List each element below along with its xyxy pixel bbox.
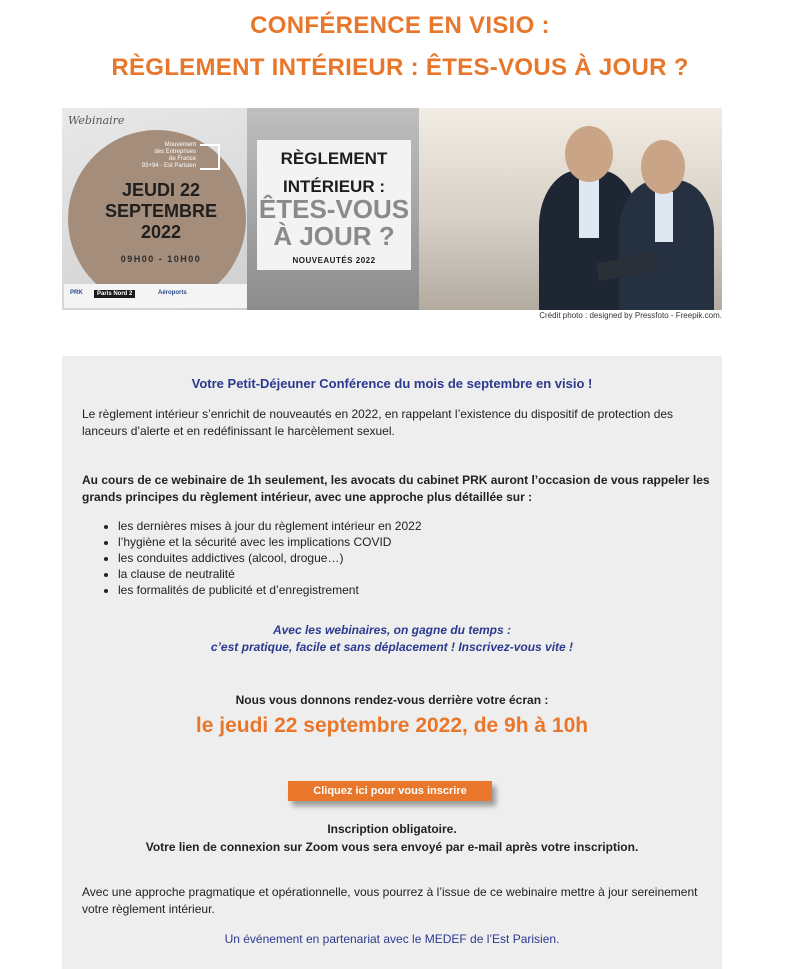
banner-business-photo	[419, 108, 722, 310]
banner-title-card: RÈGLEMENT INTÉRIEUR : ÊTES-VOUS À JOUR ? NOUVEAUTÉS 2022	[257, 140, 411, 270]
registration-info: Inscription obligatoire. Votre lien de connexion sur Zoom vous sera envoyé par e-mail après votre inscription.	[145, 822, 639, 854]
partner-logo-paris-nord: Paris Nord 2	[94, 290, 135, 298]
appointment-intro: Nous vous donnons rendez-vous derrière votre écran :	[235, 693, 549, 707]
list-item: • l’hygiène et la sécurité avec les implications COVID	[118, 534, 422, 550]
list-item: • les formalités de publicité et d’enregistrement	[118, 582, 422, 598]
banner-date: JEUDI 22 SEPTEMBRE 2022	[104, 180, 218, 242]
intro-title: Votre Petit-Déjeuner Conférence du mois de septembre en visio !	[191, 376, 593, 391]
photo-credit: Crédit photo : designed by Pressfoto - Freepik.com.	[539, 311, 722, 320]
banner-title-section	[247, 108, 419, 310]
medef-logo-text: Mouvement des Entreprises de France 93+94 - Est Parisien	[141, 142, 196, 169]
banner-webinaire-label: Webinaire	[68, 114, 125, 127]
page-title-line2: RÈGLEMENT INTÉRIEUR : ÊTES-VOUS À JOUR ?	[111, 54, 689, 81]
partnership-note: Un événement en partenariat avec le MEDEF de l’Est Parisien.	[224, 932, 560, 946]
event-date: le jeudi 22 septembre 2022, de 9h à 10h	[195, 714, 589, 737]
content-panel	[62, 356, 722, 969]
intro-paragraph: Le règlement intérieur s’enrichit de nouveautés en 2022, en rappelant l’existence du dispositif de protection des lanceurs d’alerte et en redéfinissant le harcèlement sexuel.	[82, 407, 674, 438]
banner-date-circle	[68, 130, 246, 308]
slogan: Avec les webinaires, on gagne du temps : c’est pratique, facile et sans déplacement ! Inscrivez-vous vite !	[210, 623, 574, 654]
webinar-description: Au cours de ce webinaire de 1h seulement, les avocats du cabinet PRK auront l’occasion de vous rappeler les grands principes du règlement intérieur, avec une approche plus détaillée sur :	[82, 473, 710, 504]
list-item: • les conduites addictives (alcool, drogue…)	[118, 550, 422, 566]
register-button[interactable]: Cliquez ici pour vous inscrire	[288, 781, 492, 801]
closing-paragraph: Avec une approche pragmatique et opérationnelle, vous pourrez à l’issue de ce webinaire mettre à jour sereinement votre règlement intérieur.	[82, 885, 698, 916]
topics-list	[102, 518, 422, 598]
list-item: • la clause de neutralité	[118, 566, 422, 582]
partner-logo-prk: PRK	[70, 290, 83, 296]
banner-partner-logos	[64, 284, 247, 308]
banner-date-section	[62, 108, 247, 310]
page-title-line1: CONFÉRENCE EN VISIO :	[250, 12, 550, 39]
medef-logo-icon	[200, 144, 220, 170]
webinar-banner-image	[62, 108, 722, 310]
list-item: • les dernières mises à jour du règlement intérieur en 2022	[118, 518, 422, 534]
partner-logo-aeroports: Aéroports	[158, 290, 187, 296]
banner-hours: 09H00 - 10H00	[120, 254, 202, 264]
